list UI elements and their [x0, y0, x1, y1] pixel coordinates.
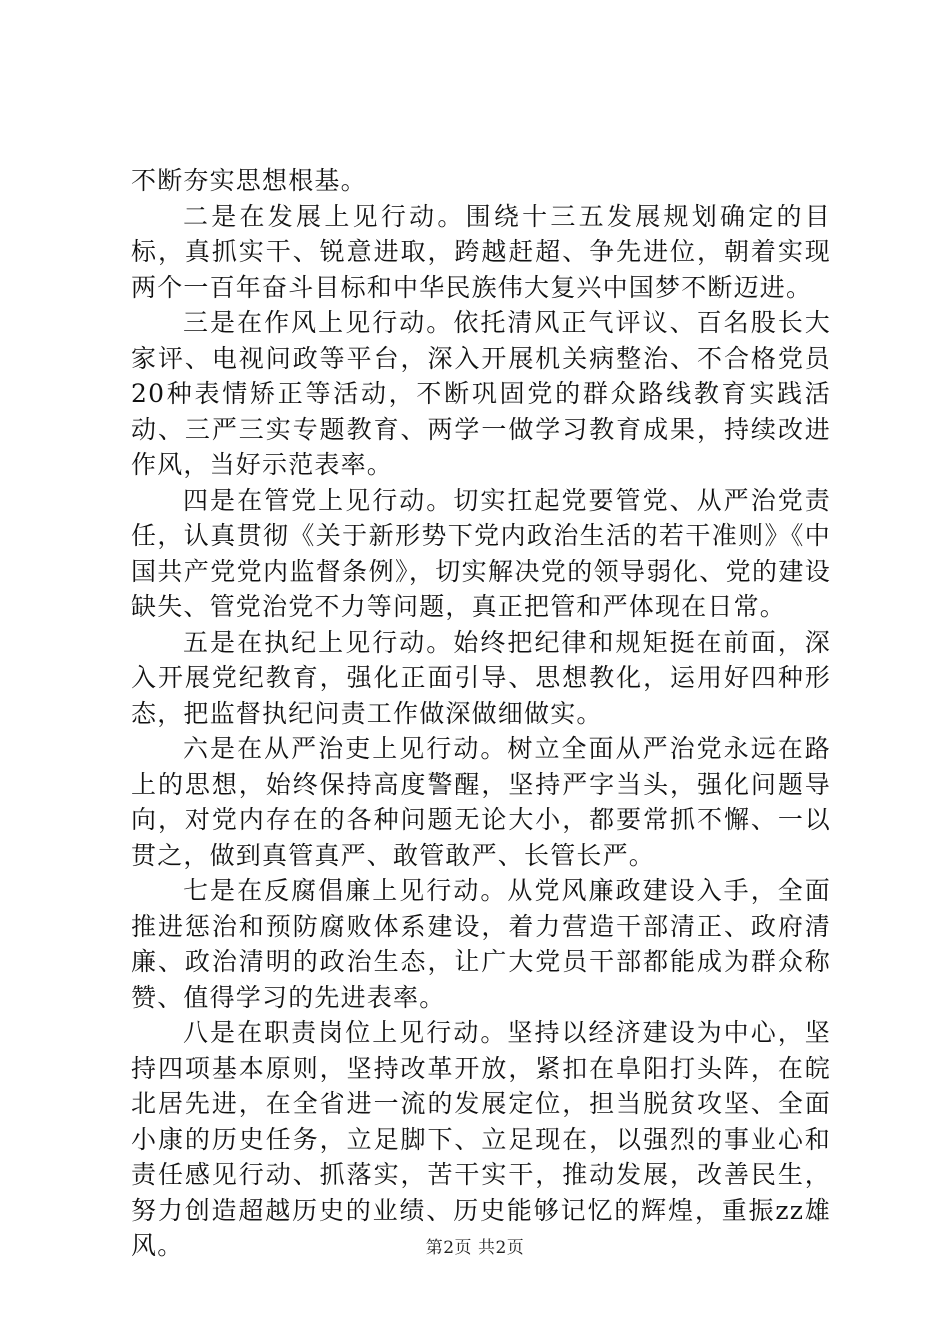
- paragraph-5-discipline: 五是在执纪上见行动。始终把纪律和规矩挺在前面，深入开展党纪教育，强化正面引导、思想教化，运用好四种形态，把监督执纪问责工作做深做细做实。: [131, 627, 831, 728]
- document-body: [131, 163, 831, 1264]
- paragraph-3-work-style: 三是在作风上见行动。依托清风正气评议、百名股长大家评、电视问政等平台，深入开展机关病整治、不合格党员20种表情矫正等活动，不断巩固党的群众路线教育实践活动、三严三实专题教育、两学一做学习教育成果，持续改进作风，当好示范表率。: [131, 308, 831, 479]
- page-number-footer: 第2页 共2页: [425, 1238, 525, 1258]
- paragraph-2-development: 二是在发展上见行动。围绕十三五发展规划确定的目标，真抓实干、锐意进取，跨越赶超、争先进位，朝着实现两个一百年奋斗目标和中华民族伟大复兴中国梦不断迈进。: [131, 201, 831, 302]
- paragraph-continuation: 不断夯实思想根基。: [131, 166, 367, 195]
- paragraph-4-party-management: 四是在管党上见行动。切实扛起党要管党、从严治党责任，认真贯彻《关于新形势下党内政治生活的若干准则》《中国共产党党内监督条例》，切实解决党的领导弱化、党的建设缺失、管党治党不力等问题，真正把管和严体现在日常。: [131, 485, 831, 621]
- paragraph-7-anti-corruption: 七是在反腐倡廉上见行动。从党风廉政建设入手，全面推进惩治和预防腐败体系建设，着力营造干部清正、政府清廉、政治清明的政治生态，让广大党员干部都能成为群众称赞、值得学习的先进表率。: [131, 876, 831, 1012]
- paragraph-6-strict-governance: 六是在从严治吏上见行动。树立全面从严治党永远在路上的思想，始终保持高度警醒，坚持严字当头，强化问题导向，对党内存在的各种问题无论大小，都要常抓不懈、一以贯之，做到真管真严、敢管敢严、长管长严。: [131, 734, 831, 870]
- paragraph-8-duty: 八是在职责岗位上见行动。坚持以经济建设为中心，坚持四项基本原则，坚持改革开放，紧扣在阜阳打头阵，在皖北居先进，在全省进一流的发展定位，担当脱贫攻坚、全面小康的历史任务，立足脚下、立足现在，以强烈的事业心和责任感见行动、抓落实，苦干实干，推动发展，改善民生，努力创造超越历史的业绩、历史能够记忆的辉煌，重振zz雄风。: [131, 1018, 831, 1260]
